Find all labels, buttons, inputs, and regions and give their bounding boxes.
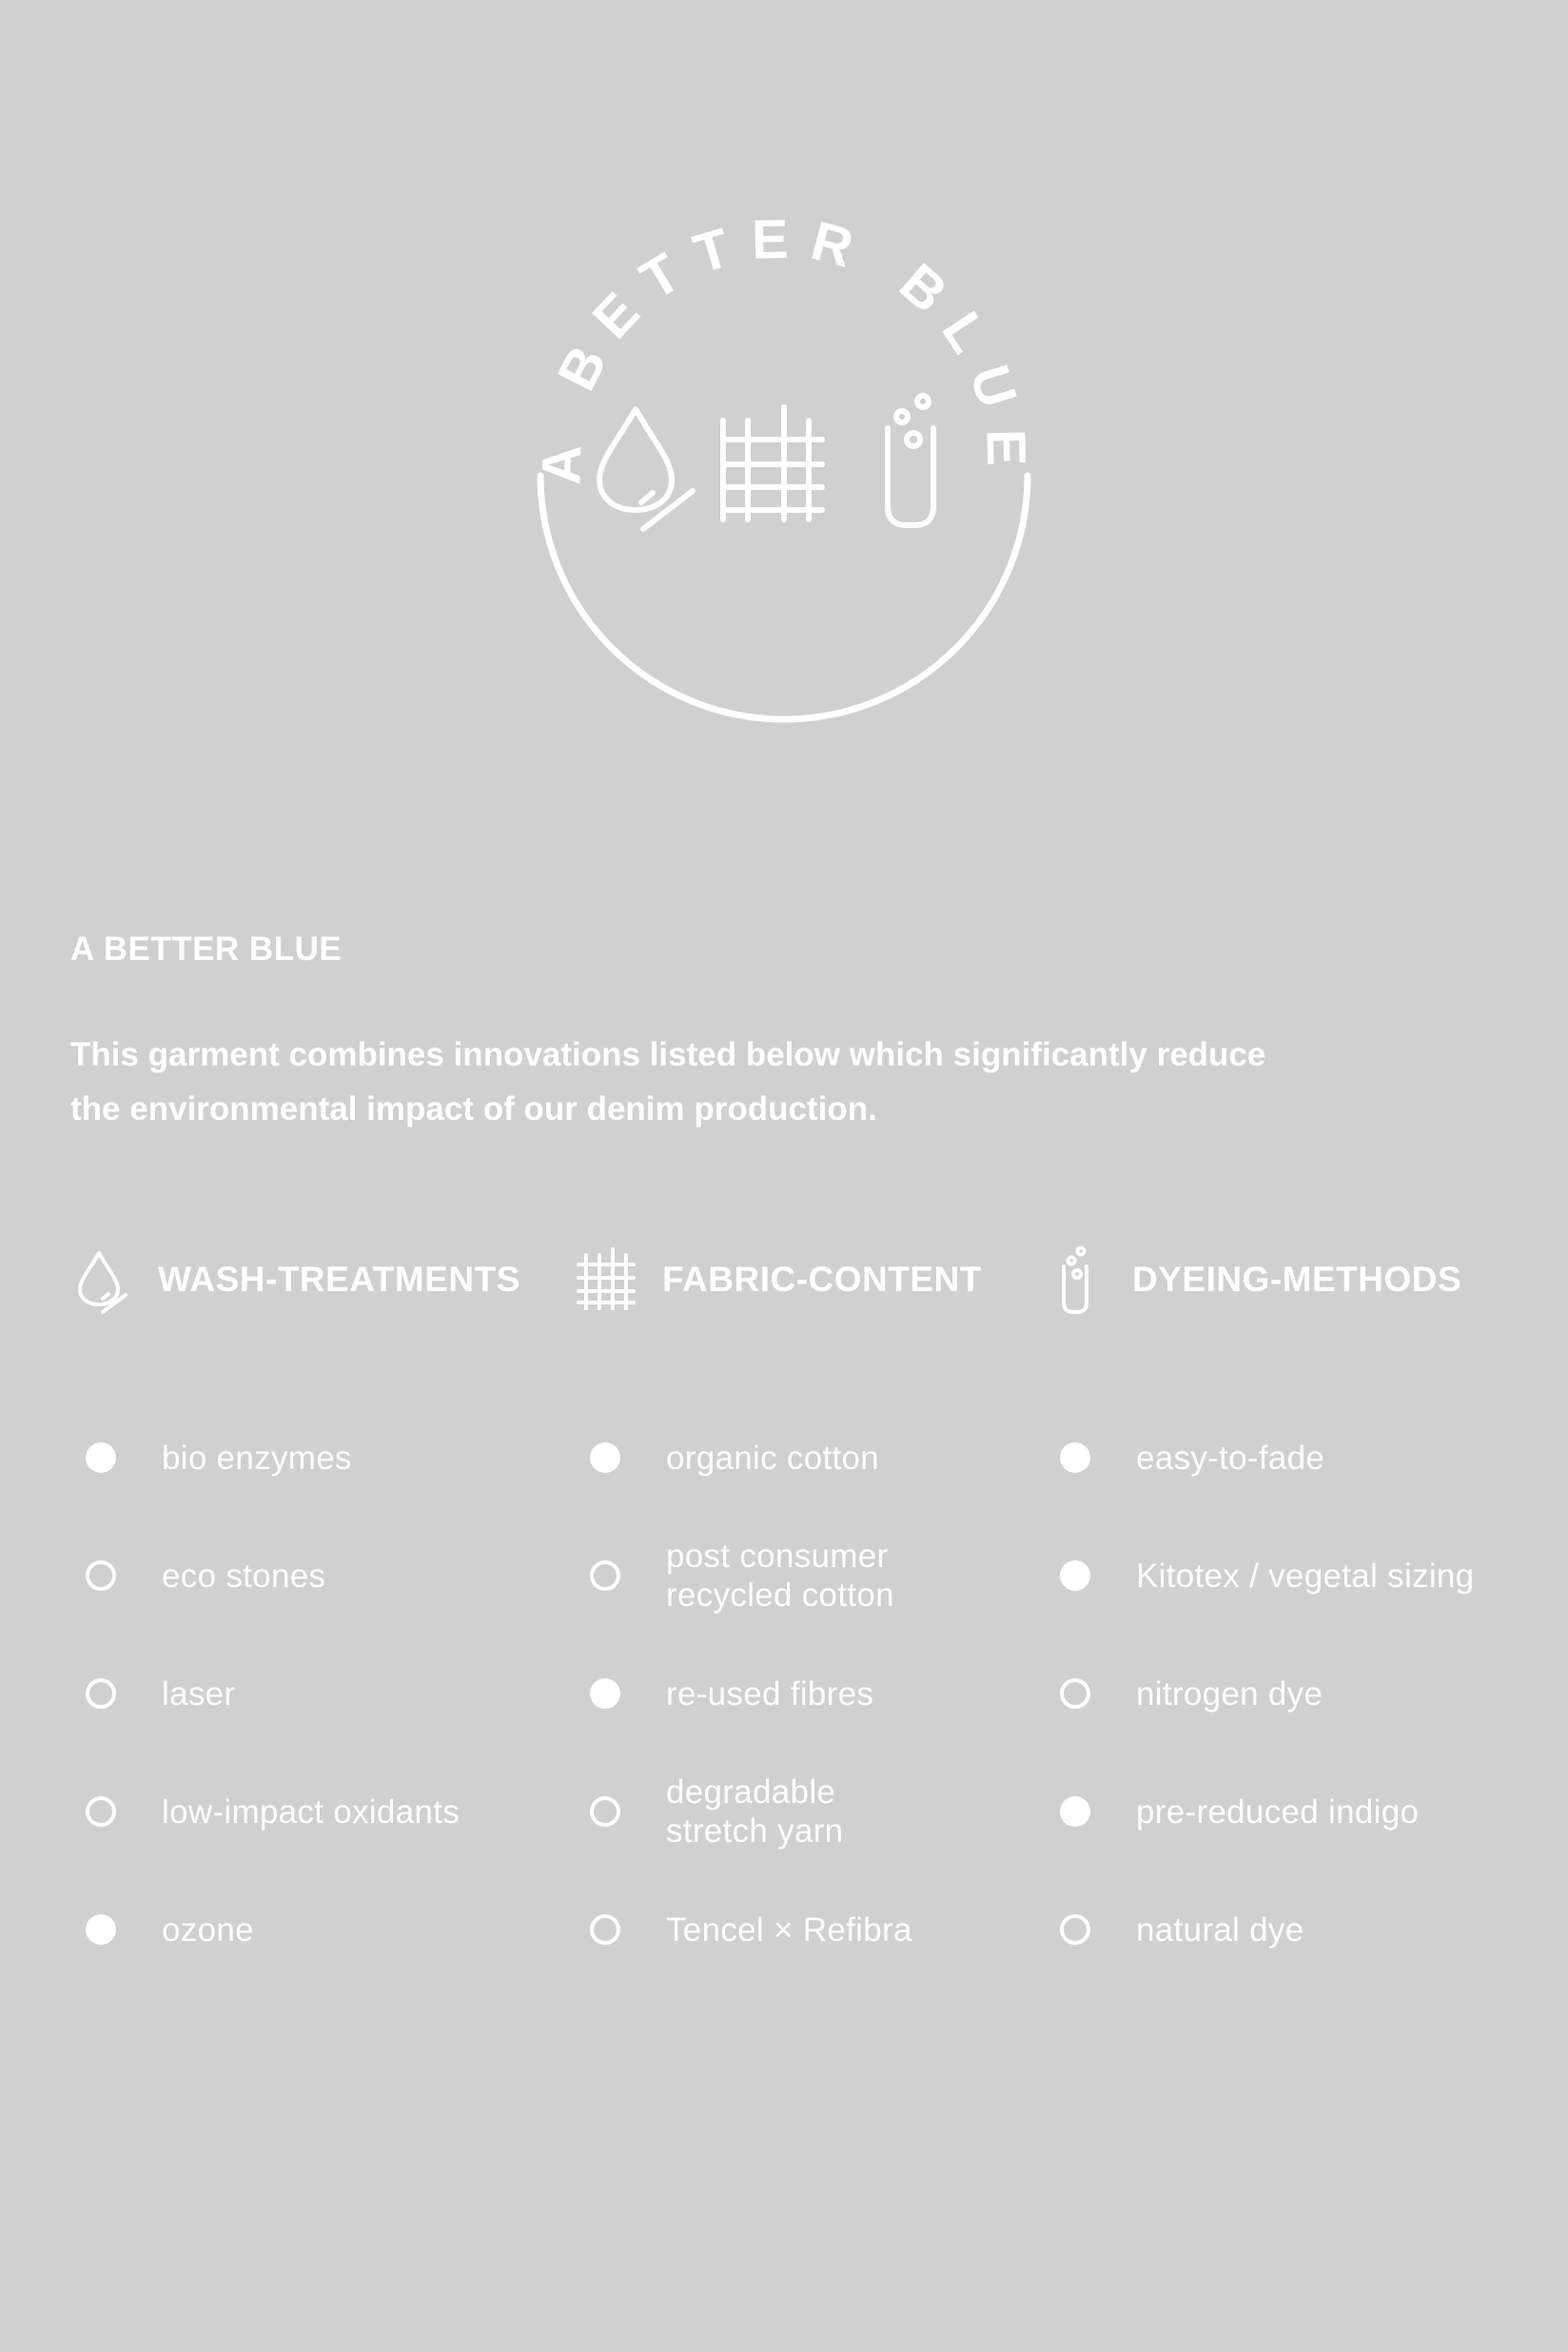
item-label: natural dye — [1136, 1911, 1304, 1949]
status-indicator — [590, 1560, 620, 1591]
test-tube-icon — [888, 396, 933, 525]
item-label: Tencel × Refibra — [666, 1911, 912, 1949]
status-indicator — [590, 1678, 620, 1709]
list-item — [70, 1517, 460, 1635]
item-label: bio enzymes — [162, 1439, 352, 1477]
list-item — [70, 1399, 460, 1517]
item-label-line-1: degradable — [666, 1774, 836, 1811]
intro-line-2: the environmental impact of our denim production. — [70, 1090, 877, 1127]
status-indicator — [590, 1796, 620, 1827]
list-item — [1045, 1635, 1474, 1753]
item-label: easy-to-fade — [1136, 1439, 1325, 1477]
item-label-line-2: recycled cotton — [666, 1577, 894, 1614]
dyeing-methods-list — [1045, 1399, 1474, 1989]
item-label — [666, 1773, 843, 1851]
list-item — [1045, 1753, 1474, 1871]
intro-line-1: This garment combines innovations listed below which significantly reduce — [70, 1036, 1266, 1073]
wash-treatments-header — [70, 1237, 520, 1323]
list-item — [1045, 1871, 1474, 1989]
item-label: laser — [162, 1675, 236, 1713]
list-item — [575, 1399, 912, 1517]
list-item — [575, 1635, 912, 1753]
item-label: eco stones — [162, 1557, 326, 1595]
wash-treatments-list — [70, 1399, 460, 1989]
item-label: pre-reduced indigo — [1136, 1793, 1420, 1831]
list-item — [575, 1517, 912, 1635]
fabric-grid-icon — [575, 1245, 636, 1314]
item-label-line-2: stretch yarn — [666, 1813, 844, 1850]
item-label: nitrogen dye — [1136, 1675, 1323, 1713]
status-indicator — [86, 1678, 116, 1709]
status-indicator — [86, 1560, 116, 1591]
status-indicator — [1060, 1678, 1090, 1709]
fabric-content-list — [575, 1399, 912, 1989]
item-label-line-1: post consumer — [666, 1538, 889, 1575]
status-indicator — [1060, 1914, 1090, 1945]
badge-graphic — [499, 190, 1069, 761]
status-indicator — [590, 1442, 620, 1473]
item-label: organic cotton — [666, 1439, 880, 1477]
list-item — [70, 1635, 460, 1753]
item-label: re-used fibres — [666, 1675, 874, 1713]
list-item — [1045, 1399, 1474, 1517]
list-item — [70, 1871, 460, 1989]
status-indicator — [590, 1914, 620, 1945]
status-indicator — [86, 1796, 116, 1827]
item-label: ozone — [162, 1911, 254, 1949]
item-label — [666, 1537, 894, 1615]
status-indicator — [1060, 1560, 1090, 1591]
list-item — [575, 1753, 912, 1871]
list-item — [1045, 1517, 1474, 1635]
fabric-content-header — [575, 1237, 982, 1323]
item-label: Kitotex / vegetal sizing — [1136, 1557, 1475, 1595]
badge-arc-text: A BETTER BLUE — [530, 207, 1038, 486]
dyeing-methods-title: DYEING-METHODS — [1132, 1260, 1462, 1299]
dyeing-methods-header — [1045, 1237, 1461, 1323]
list-item — [70, 1753, 460, 1871]
status-indicator — [86, 1914, 116, 1945]
status-indicator — [86, 1442, 116, 1473]
status-indicator — [1060, 1442, 1090, 1473]
water-drop-icon — [70, 1245, 131, 1314]
fabric-grid-icon — [723, 407, 822, 519]
item-label: low-impact oxidants — [162, 1793, 461, 1831]
fabric-content-title: FABRIC-CONTENT — [662, 1260, 982, 1299]
test-tube-icon — [1045, 1245, 1106, 1314]
intro-paragraph — [70, 1028, 1402, 1136]
wash-treatments-title: WASH-TREATMENTS — [158, 1260, 520, 1299]
a-better-blue-badge-logo — [499, 190, 1069, 761]
list-item — [575, 1871, 912, 1989]
water-drop-icon — [599, 409, 693, 529]
section-heading: A BETTER BLUE — [70, 931, 343, 968]
status-indicator — [1060, 1796, 1090, 1827]
